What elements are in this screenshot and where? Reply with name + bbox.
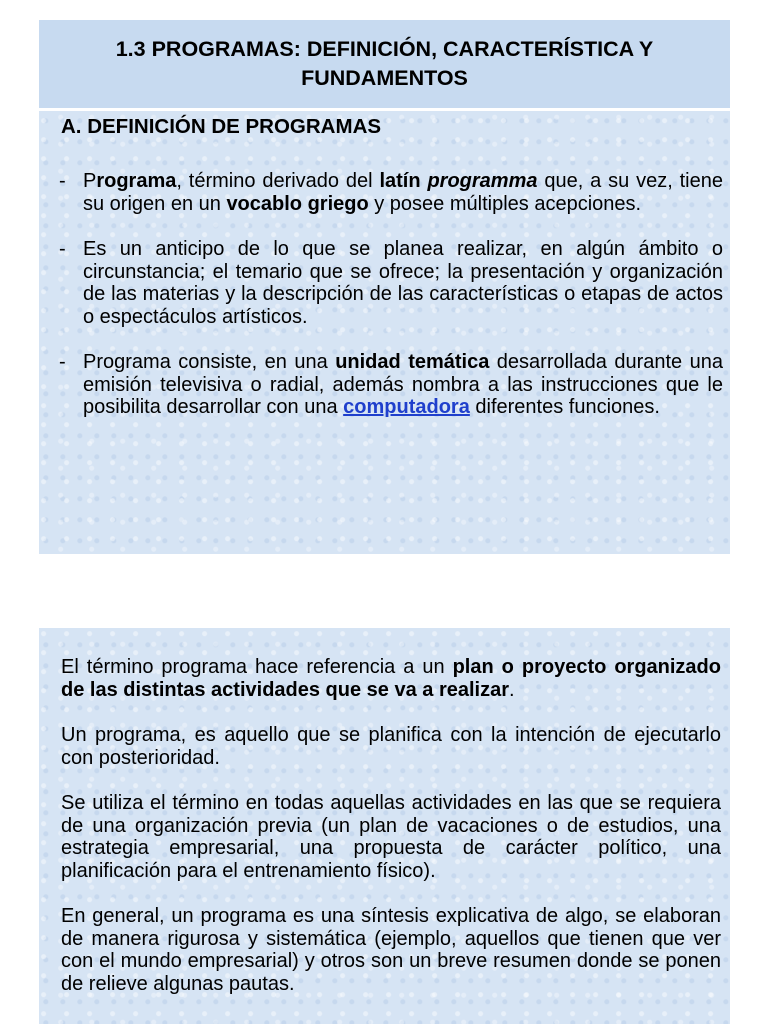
bullet-text: , término derivado del (176, 170, 380, 192)
paragraph (61, 656, 721, 701)
bullet-dash: - (59, 170, 66, 192)
bold-term: vocablo griego (226, 192, 369, 215)
bullet-dash: - (59, 238, 66, 260)
section-heading: A. DEFINICIÓN DE PROGRAMAS (61, 115, 382, 138)
bullet-dash: - (59, 351, 66, 373)
bullet-text: que, a su vez, tiene su origen en un (83, 170, 723, 215)
bullet-text: Programa consiste, en una (83, 351, 336, 373)
paragraph (61, 724, 721, 769)
definition-list (59, 170, 723, 442)
slide-title-box (39, 20, 730, 111)
bullet-text: desarrollada durante una emisión televisiva o radial, además nombra a las instrucciones que le posibilita desarrollar con una (83, 351, 723, 418)
paragraph (61, 792, 721, 882)
bullet-text: P (83, 170, 97, 192)
bullet-text: y posee múltiples acepciones. (368, 192, 642, 215)
paragraph-text: En general, un programa es una síntesis explicativa de algo, se elaboran de manera rigurosa y sistemática (ejemplo, aquellos que tienen que ver con el mundo empresarial) y otros son un breve resumen donde se ponen de relieve algunas pautas. (61, 905, 721, 995)
paragraph-text: Un programa, es aquello que se planifica con la intención de ejecutarlo con posterioridad. (61, 724, 721, 769)
bold-italic-term: programma (427, 170, 538, 192)
bullet-item (59, 238, 723, 328)
bold-term: latín (379, 170, 421, 192)
bold-term: rograma (96, 170, 177, 192)
paragraph-text: Se utiliza el término en todas aquellas actividades en las que se requiera de una organización previa (un plan de vacaciones o de estudios, una estrategia empresarial, una propuesta de carácter político, una planificación para el entrenamiento físico). (61, 792, 721, 882)
bullet-item (59, 351, 723, 419)
computadora-link[interactable]: computadora (343, 396, 470, 418)
bold-phrase: plan o proyecto organizado de las distintas actividades que se va a realizar (61, 656, 721, 701)
slide-explicacion (39, 628, 730, 1024)
slide-definicion (39, 20, 730, 554)
paragraph-text: El término programa hace referencia a un (61, 656, 453, 678)
paragraph-block (61, 656, 721, 1018)
bullet-text: diferentes funciones. (469, 396, 660, 418)
bullet-item (59, 170, 723, 215)
paragraph (61, 905, 721, 995)
bullet-text: Es un anticipo de lo que se planea realizar, en algún ámbito o circunstancia; el temario que se ofrece; la presentación y organización de las materias y la descripción de las características o etapas de actos o espectáculos artísticos. (83, 238, 723, 328)
bold-term: unidad temática (335, 351, 490, 373)
paragraph-text: . (509, 678, 515, 701)
slide-title: 1.3 PROGRAMAS: DEFINICIÓN, CARACTERÍSTICA Y FUNDAMENTOS (115, 37, 654, 90)
